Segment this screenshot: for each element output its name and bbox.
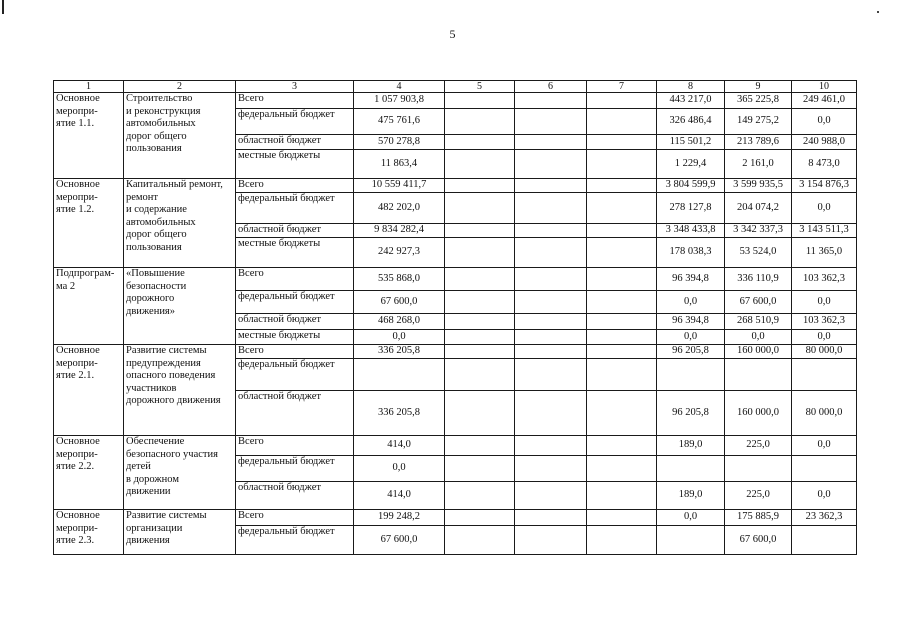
- table-row: [54, 345, 857, 359]
- measure-type-cell: Основное меропри- ятие 2.2.: [54, 436, 124, 510]
- amount-cell: [445, 179, 515, 193]
- table-body: [54, 93, 857, 555]
- amount-cell: 103 362,3: [792, 268, 857, 291]
- column-number: 7: [587, 81, 657, 93]
- amount-cell: 336 205,8: [354, 391, 445, 436]
- amount-cell: [445, 510, 515, 526]
- amount-cell: 268 510,9: [725, 314, 792, 330]
- amount-cell: 0,0: [792, 330, 857, 345]
- amount-cell: [445, 482, 515, 510]
- amount-cell: 189,0: [657, 436, 725, 456]
- funding-source-cell: местные бюджеты: [236, 238, 354, 268]
- amount-cell: 0,0: [792, 109, 857, 135]
- amount-cell: 96 205,8: [657, 345, 725, 359]
- amount-cell: 336 205,8: [354, 345, 445, 359]
- amount-cell: 67 600,0: [725, 291, 792, 314]
- column-number: 2: [124, 81, 236, 93]
- amount-cell: [657, 526, 725, 555]
- measure-type-cell: Основное меропри- ятие 2.1.: [54, 345, 124, 436]
- amount-cell: 535 868,0: [354, 268, 445, 291]
- amount-cell: [792, 359, 857, 391]
- amount-cell: [587, 109, 657, 135]
- amount-cell: 96 205,8: [657, 391, 725, 436]
- amount-cell: 3 154 876,3: [792, 179, 857, 193]
- amount-cell: 570 278,8: [354, 135, 445, 150]
- amount-cell: [587, 456, 657, 482]
- amount-cell: 414,0: [354, 436, 445, 456]
- column-number: 8: [657, 81, 725, 93]
- amount-cell: 475 761,6: [354, 109, 445, 135]
- amount-cell: 10 559 411,7: [354, 179, 445, 193]
- amount-cell: 213 789,6: [725, 135, 792, 150]
- amount-cell: 365 225,8: [725, 93, 792, 109]
- funding-source-cell: федеральный бюджет: [236, 456, 354, 482]
- measure-name-cell: Капитальный ремонт, ремонт и содержание автомобильных дорог общего пользования: [124, 179, 236, 268]
- amount-cell: 8 473,0: [792, 150, 857, 179]
- amount-cell: 11 365,0: [792, 238, 857, 268]
- funding-source-cell: федеральный бюджет: [236, 109, 354, 135]
- amount-cell: [445, 526, 515, 555]
- funding-source-cell: областной бюджет: [236, 224, 354, 238]
- amount-cell: [587, 526, 657, 555]
- amount-cell: [587, 193, 657, 224]
- amount-cell: [587, 150, 657, 179]
- amount-cell: 0,0: [792, 193, 857, 224]
- amount-cell: 0,0: [354, 456, 445, 482]
- measure-name-cell: Развитие системы организации движения: [124, 510, 236, 555]
- amount-cell: 149 275,2: [725, 109, 792, 135]
- funding-source-cell: Всего: [236, 268, 354, 291]
- amount-cell: [725, 359, 792, 391]
- amount-cell: [445, 345, 515, 359]
- funding-source-cell: областной бюджет: [236, 482, 354, 510]
- amount-cell: [587, 359, 657, 391]
- amount-cell: 225,0: [725, 436, 792, 456]
- amount-cell: [515, 268, 587, 291]
- amount-cell: 0,0: [657, 510, 725, 526]
- column-number: 4: [354, 81, 445, 93]
- measure-name-cell: «Повышение безопасности дорожного движения»: [124, 268, 236, 345]
- amount-cell: [445, 135, 515, 150]
- amount-cell: 0,0: [725, 330, 792, 345]
- funding-source-cell: Всего: [236, 436, 354, 456]
- amount-cell: [587, 391, 657, 436]
- amount-cell: 0,0: [354, 330, 445, 345]
- funding-source-cell: местные бюджеты: [236, 150, 354, 179]
- funding-source-cell: областной бюджет: [236, 135, 354, 150]
- table-row: [54, 436, 857, 456]
- amount-cell: 1 229,4: [657, 150, 725, 179]
- table-row: [54, 179, 857, 193]
- amount-cell: [792, 456, 857, 482]
- amount-cell: 115 501,2: [657, 135, 725, 150]
- amount-cell: 3 342 337,3: [725, 224, 792, 238]
- measure-name-cell: Обеспечение безопасного участия детей в дорожном движении: [124, 436, 236, 510]
- amount-cell: 249 461,0: [792, 93, 857, 109]
- amount-cell: [587, 314, 657, 330]
- funding-source-cell: Всего: [236, 179, 354, 193]
- amount-cell: [587, 482, 657, 510]
- column-number: 9: [725, 81, 792, 93]
- amount-cell: [445, 436, 515, 456]
- funding-source-cell: федеральный бюджет: [236, 193, 354, 224]
- amount-cell: [587, 510, 657, 526]
- amount-cell: [515, 482, 587, 510]
- amount-cell: 178 038,3: [657, 238, 725, 268]
- amount-cell: [587, 436, 657, 456]
- measure-name-cell: Строительство и реконструкция автомобильных дорог общего пользования: [124, 93, 236, 179]
- amount-cell: 0,0: [657, 330, 725, 345]
- amount-cell: 2 161,0: [725, 150, 792, 179]
- amount-cell: 0,0: [657, 291, 725, 314]
- amount-cell: 96 394,8: [657, 268, 725, 291]
- amount-cell: [587, 224, 657, 238]
- amount-cell: [515, 193, 587, 224]
- column-number-row: [54, 81, 857, 93]
- amount-cell: 199 248,2: [354, 510, 445, 526]
- amount-cell: 326 486,4: [657, 109, 725, 135]
- measure-name-cell: Развитие системы предупреждения опасного поведения участников дорожного движения: [124, 345, 236, 436]
- amount-cell: [515, 314, 587, 330]
- amount-cell: 0,0: [792, 436, 857, 456]
- amount-cell: 482 202,0: [354, 193, 445, 224]
- amount-cell: [445, 456, 515, 482]
- amount-cell: [445, 150, 515, 179]
- amount-cell: 3 348 433,8: [657, 224, 725, 238]
- amount-cell: [657, 359, 725, 391]
- amount-cell: [587, 93, 657, 109]
- measure-type-cell: Основное меропри- ятие 1.1.: [54, 93, 124, 179]
- amount-cell: 80 000,0: [792, 391, 857, 436]
- amount-cell: 414,0: [354, 482, 445, 510]
- page-number: 5: [449, 27, 456, 41]
- amount-cell: [515, 224, 587, 238]
- funding-source-cell: федеральный бюджет: [236, 359, 354, 391]
- amount-cell: [587, 330, 657, 345]
- amount-cell: [515, 436, 587, 456]
- amount-cell: [515, 93, 587, 109]
- amount-cell: [515, 238, 587, 268]
- amount-cell: [587, 135, 657, 150]
- amount-cell: [587, 345, 657, 359]
- table-row: [54, 268, 857, 291]
- measure-type-cell: Основное меропри- ятие 1.2.: [54, 179, 124, 268]
- funding-source-cell: областной бюджет: [236, 391, 354, 436]
- column-number: 3: [236, 81, 354, 93]
- amount-cell: [515, 359, 587, 391]
- amount-cell: 175 885,9: [725, 510, 792, 526]
- amount-cell: [515, 179, 587, 193]
- funding-source-cell: федеральный бюджет: [236, 291, 354, 314]
- funding-source-cell: Всего: [236, 93, 354, 109]
- amount-cell: 189,0: [657, 482, 725, 510]
- funding-source-cell: Всего: [236, 510, 354, 526]
- amount-cell: 11 863,4: [354, 150, 445, 179]
- amount-cell: [445, 238, 515, 268]
- funding-source-cell: областной бюджет: [236, 314, 354, 330]
- amount-cell: 80 000,0: [792, 345, 857, 359]
- funding-source-cell: Всего: [236, 345, 354, 359]
- amount-cell: 67 600,0: [354, 291, 445, 314]
- amount-cell: [515, 456, 587, 482]
- amount-cell: [445, 268, 515, 291]
- amount-cell: 336 110,9: [725, 268, 792, 291]
- column-number: 5: [445, 81, 515, 93]
- amount-cell: 0,0: [792, 482, 857, 510]
- amount-cell: [445, 291, 515, 314]
- amount-cell: 96 394,8: [657, 314, 725, 330]
- amount-cell: [445, 391, 515, 436]
- amount-cell: 67 600,0: [725, 526, 792, 555]
- amount-cell: [445, 193, 515, 224]
- amount-cell: [792, 526, 857, 555]
- amount-cell: [445, 109, 515, 135]
- funding-source-cell: местные бюджеты: [236, 330, 354, 345]
- amount-cell: [515, 291, 587, 314]
- amount-cell: [354, 359, 445, 391]
- amount-cell: [587, 238, 657, 268]
- table-row: [54, 510, 857, 526]
- column-number: 1: [54, 81, 124, 93]
- amount-cell: [445, 314, 515, 330]
- budget-table: [53, 80, 857, 555]
- amount-cell: 67 600,0: [354, 526, 445, 555]
- amount-cell: [445, 224, 515, 238]
- amount-cell: 0,0: [792, 291, 857, 314]
- measure-type-cell: Основное меропри- ятие 2.3.: [54, 510, 124, 555]
- amount-cell: 3 804 599,9: [657, 179, 725, 193]
- measure-type-cell: Подпрограм- ма 2: [54, 268, 124, 345]
- amount-cell: 160 000,0: [725, 391, 792, 436]
- amount-cell: 468 268,0: [354, 314, 445, 330]
- amount-cell: 204 074,2: [725, 193, 792, 224]
- amount-cell: [515, 526, 587, 555]
- amount-cell: 9 834 282,4: [354, 224, 445, 238]
- amount-cell: 53 524,0: [725, 238, 792, 268]
- table-row: [54, 93, 857, 109]
- scan-speck: [877, 11, 879, 13]
- amount-cell: [515, 510, 587, 526]
- amount-cell: [445, 330, 515, 345]
- amount-cell: [725, 456, 792, 482]
- amount-cell: [515, 109, 587, 135]
- amount-cell: [445, 359, 515, 391]
- amount-cell: 160 000,0: [725, 345, 792, 359]
- scan-edge-mark: [2, 0, 4, 14]
- amount-cell: 242 927,3: [354, 238, 445, 268]
- funding-source-cell: федеральный бюджет: [236, 526, 354, 555]
- amount-cell: 103 362,3: [792, 314, 857, 330]
- amount-cell: [587, 179, 657, 193]
- amount-cell: [445, 93, 515, 109]
- amount-cell: [657, 456, 725, 482]
- amount-cell: 278 127,8: [657, 193, 725, 224]
- amount-cell: [515, 391, 587, 436]
- amount-cell: 443 217,0: [657, 93, 725, 109]
- amount-cell: [515, 150, 587, 179]
- amount-cell: 3 599 935,5: [725, 179, 792, 193]
- column-number: 6: [515, 81, 587, 93]
- amount-cell: 240 988,0: [792, 135, 857, 150]
- amount-cell: [515, 330, 587, 345]
- amount-cell: 225,0: [725, 482, 792, 510]
- column-number: 10: [792, 81, 857, 93]
- amount-cell: 1 057 903,8: [354, 93, 445, 109]
- amount-cell: [587, 291, 657, 314]
- amount-cell: [587, 268, 657, 291]
- amount-cell: 23 362,3: [792, 510, 857, 526]
- amount-cell: [515, 345, 587, 359]
- amount-cell: [515, 135, 587, 150]
- amount-cell: 3 143 511,3: [792, 224, 857, 238]
